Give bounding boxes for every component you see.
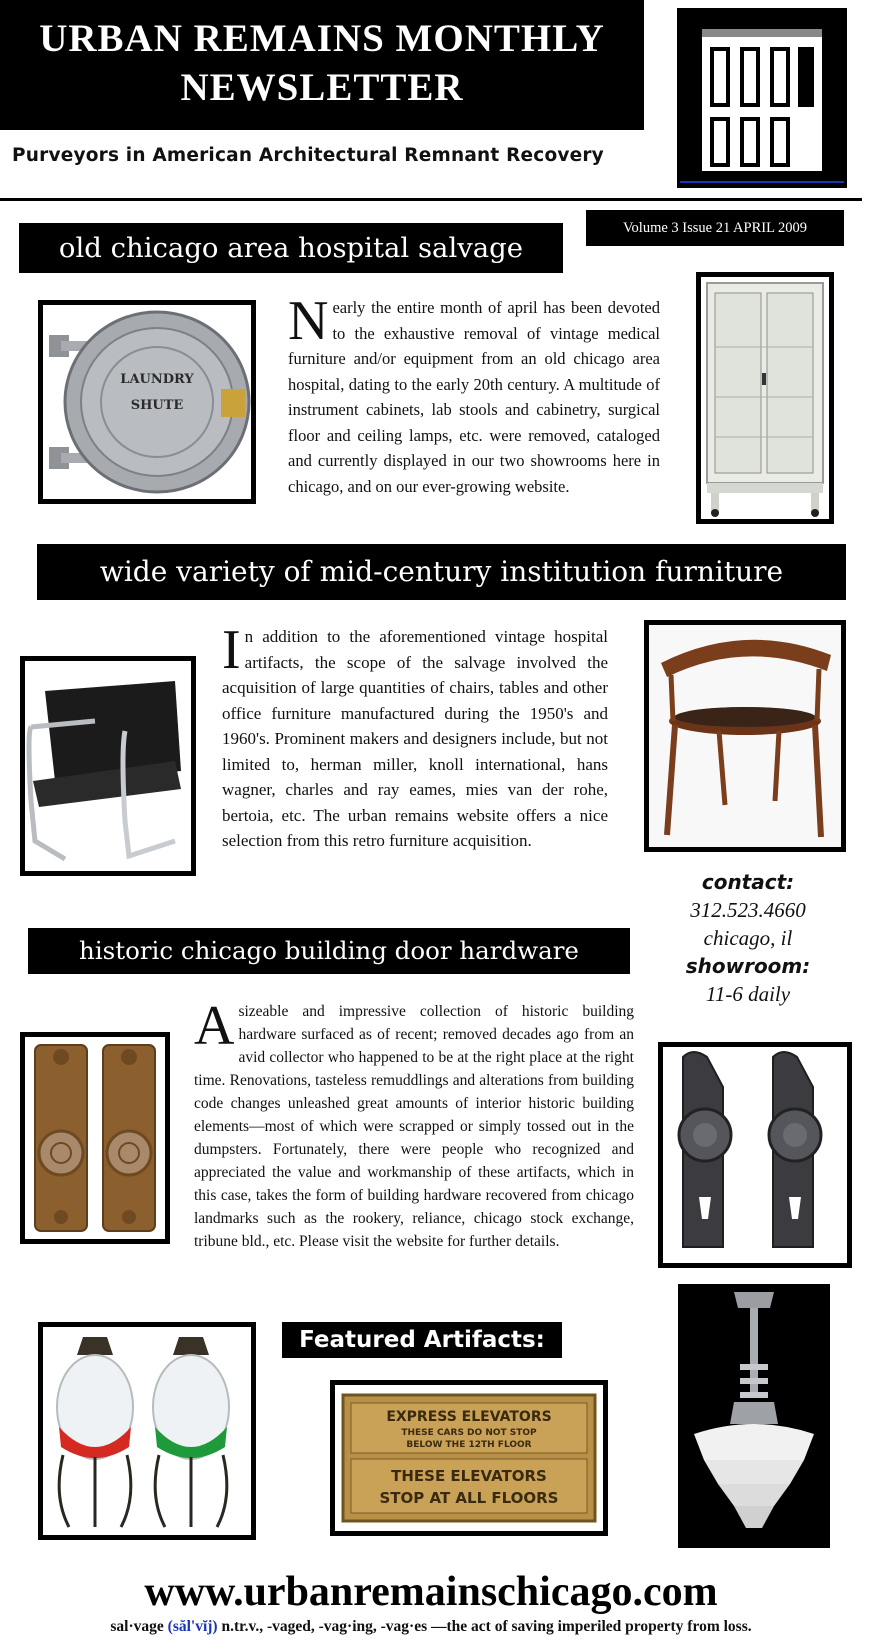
contact-phone[interactable]: 312.523.4660 xyxy=(690,898,806,922)
tagline: Purveyors in American Architectural Remnant Recovery xyxy=(12,145,604,166)
wegner-chair-image xyxy=(644,620,846,852)
definition-word: sal·vage xyxy=(110,1618,164,1635)
apothecary-show-globes-icon xyxy=(43,1327,251,1535)
furniture-article-text: n addition to the aforementioned vintage hospital artifacts, the scope of the salvage involved the acquisition of large quantities of chairs, tables and other office furniture manufactured during the 1950's and 1960's. Prominent makers and designers include, but not limited to, herman miller, knoll international, hans wagner, charles and ray eames, mies van der rohe, bertoia, etc. The urban remains website offers a nice selection from this retro furniture acquisition. xyxy=(222,627,608,850)
website-url[interactable]: www.urbanremainschicago.com xyxy=(144,1569,718,1615)
brass-backplates-image xyxy=(20,1032,170,1244)
svg-text:SHUTE: SHUTE xyxy=(130,398,184,413)
pendant-lamp-icon xyxy=(678,1284,830,1548)
apothecary-globes-image xyxy=(38,1322,256,1540)
featured-artifacts-heading: Featured Artifacts: xyxy=(282,1322,562,1358)
section-heading-hardware: historic chicago building door hardware xyxy=(28,928,630,974)
svg-text:STOP AT ALL FLOORS: STOP AT ALL FLOORS xyxy=(379,1489,559,1507)
laundry-chute-door-icon xyxy=(43,305,251,499)
hardware-article-text: sizeable and impressive collection of historic building hardware surfaced as of recent; removed decades ago from an avid collector who happened to be at the right place at the right time. Renovations, tasteless remuddlings and alterations from building code changes unleashed great amounts of interior historic building elements—most of which were scrapped or simply tossed out in the dumpsters. Fortunately, there were people who recognized and appreciated the value and workmanship of these artifacts, which in this case, takes the form of building hardware recovered from chicago landmarks such as the rookery, reliance, chicago stock exchange, tribune bld., etc. Please visit the website for further details. xyxy=(194,1003,634,1250)
pendant-light-image xyxy=(678,1284,830,1548)
header-divider xyxy=(0,198,862,201)
contact-label: contact: xyxy=(701,870,795,894)
definition-pronunciation: (săl'vĭj) xyxy=(167,1618,218,1635)
dropcap-i: I xyxy=(222,619,241,681)
wooden-armchair-icon xyxy=(649,625,841,847)
hospital-article-text: early the entire month of april has been devoted to the exhaustive removal of vintage medical furniture and/or equipment from an old chicago area hospital, dating to the early 20th century. A multitude of instrument cabinets, lab stools and cabinetry, surgical floor and ceiling lamps, etc. were removed, cataloged and currently displayed in our two showrooms here in chicago, and on our ever-growing website. xyxy=(288,298,660,496)
iron-doorknobs-image xyxy=(658,1042,852,1268)
definition-text: n.tr.v., -vaged, -vag·ing, -vag·es —the act of saving imperiled property from loss. xyxy=(221,1618,752,1635)
furniture-article xyxy=(222,619,608,854)
salvage-definition xyxy=(0,1618,862,1636)
medical-cabinet-image xyxy=(696,272,834,524)
brno-chair-image xyxy=(20,656,196,876)
dropcap-a: A xyxy=(194,995,235,1057)
contact-city: chicago, il xyxy=(703,926,793,950)
brass-elevator-sign-icon xyxy=(335,1385,603,1531)
building-logo-image xyxy=(677,8,847,188)
newsletter-title xyxy=(0,0,644,130)
svg-text:EXPRESS ELEVATORS: EXPRESS ELEVATORS xyxy=(386,1409,552,1425)
contact-block xyxy=(658,868,838,1008)
title-line-1: URBAN REMAINS MONTHLY xyxy=(39,17,605,60)
iron-door-knob-icon xyxy=(663,1047,847,1263)
building-facade-icon xyxy=(680,11,844,185)
section-heading-hospital: old chicago area hospital salvage xyxy=(19,223,563,273)
showroom-label: showroom: xyxy=(685,954,811,978)
hardware-article xyxy=(194,995,634,1253)
svg-text:THESE CARS DO NOT STOP: THESE CARS DO NOT STOP xyxy=(401,1428,537,1438)
laundry-chute-image xyxy=(38,300,256,504)
brass-door-plates-icon xyxy=(25,1037,165,1239)
svg-text:THESE ELEVATORS: THESE ELEVATORS xyxy=(391,1467,547,1485)
hospital-article xyxy=(288,290,660,499)
chrome-chair-icon xyxy=(25,661,191,871)
medical-cabinet-icon xyxy=(701,277,829,519)
svg-text:BELOW THE 12TH FLOOR: BELOW THE 12TH FLOOR xyxy=(406,1440,532,1450)
svg-text:LAUNDRY: LAUNDRY xyxy=(120,372,194,387)
section-heading-furniture: wide variety of mid-century institution furniture xyxy=(37,544,846,600)
elevator-sign-image xyxy=(330,1380,608,1536)
showroom-hours: 11-6 daily xyxy=(705,982,791,1006)
dropcap-n: N xyxy=(288,290,329,352)
volume-issue-badge: Volume 3 Issue 21 APRIL 2009 xyxy=(586,210,844,246)
title-line-2: NEWSLETTER xyxy=(180,66,464,109)
